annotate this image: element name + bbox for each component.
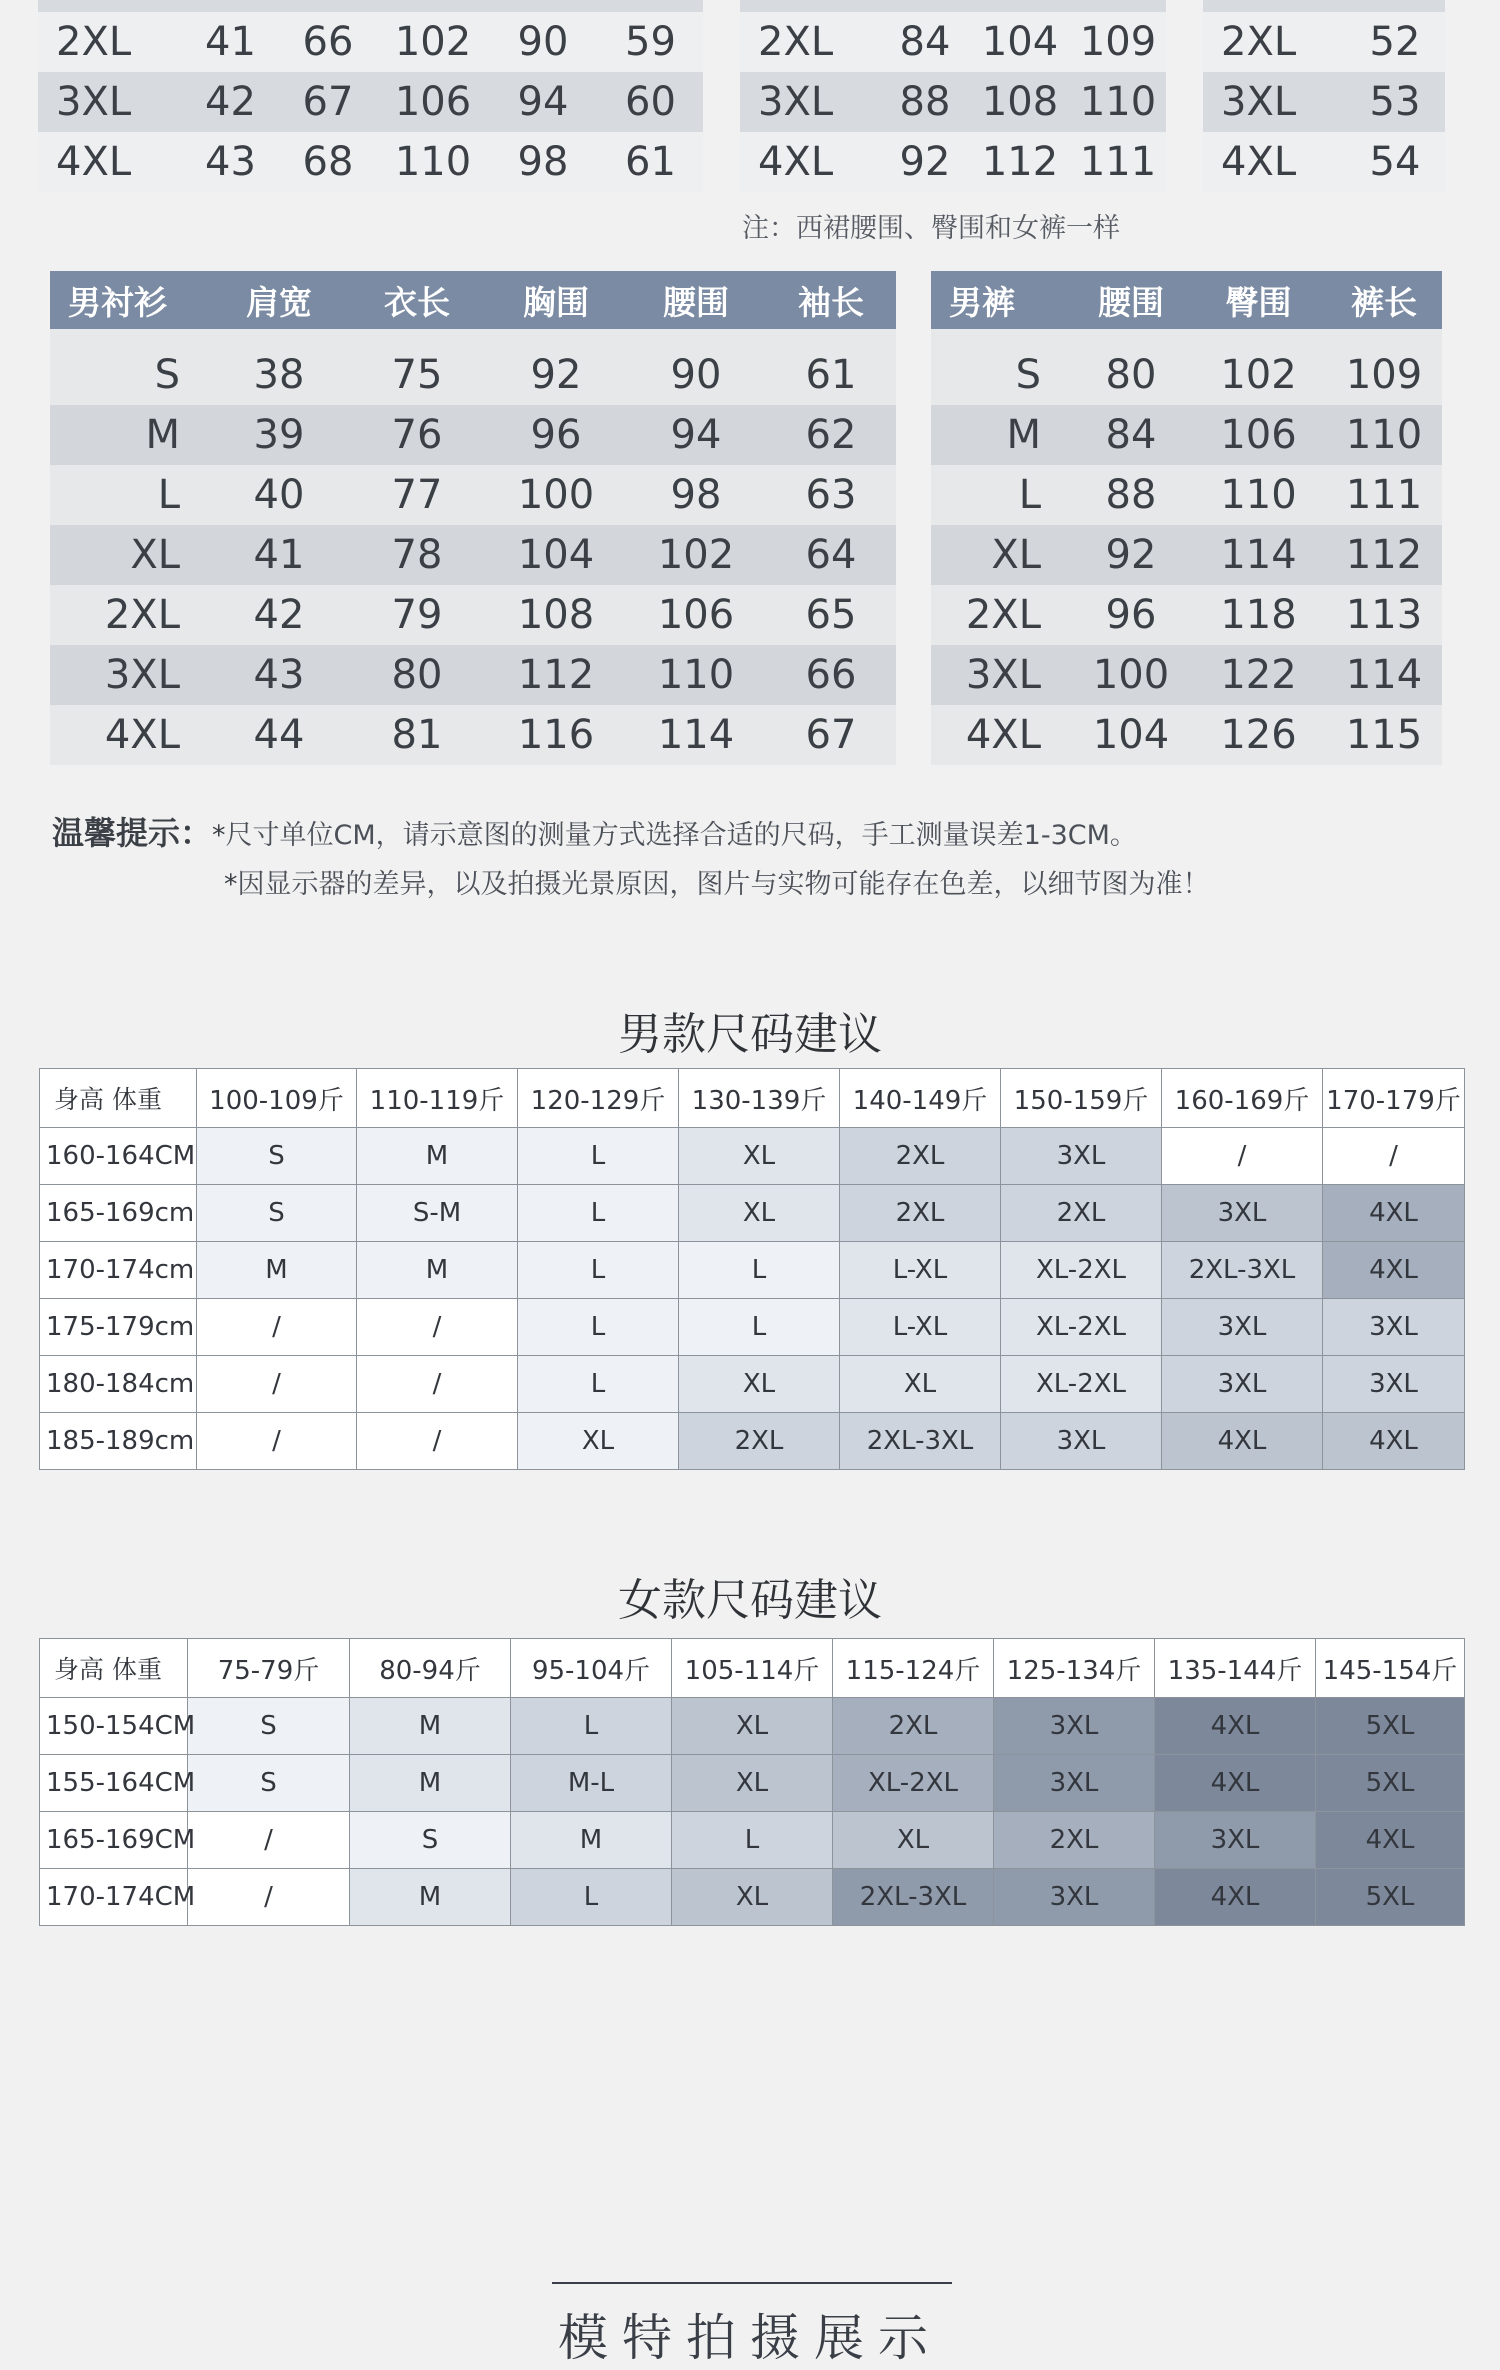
value-cell: 102	[1191, 345, 1326, 405]
value-cell: 111	[1070, 132, 1166, 192]
value-cell: 67	[278, 72, 378, 132]
size-cell: M	[511, 1812, 672, 1869]
value-cell: 61	[766, 345, 896, 405]
size-cell: 2XL	[50, 585, 210, 645]
size-cell: M	[357, 1242, 518, 1299]
table-row	[740, 12, 1166, 72]
table-row	[40, 1128, 1465, 1185]
value-cell: 114	[626, 705, 766, 765]
table-top-strip	[1203, 0, 1445, 12]
size-cell: 3XL	[50, 645, 210, 705]
value-cell: 43	[210, 645, 348, 705]
size-cell: 4XL	[1323, 1242, 1465, 1299]
table-row	[50, 405, 896, 465]
value-cell: 60	[598, 72, 703, 132]
size-cell: 3XL	[994, 1755, 1155, 1812]
size-cell: 2XL-3XL	[1162, 1242, 1323, 1299]
skirt-note: 注：西裙腰围、臀围和女裤一样	[742, 213, 1120, 244]
table-row	[40, 1698, 1465, 1755]
value-cell: 104	[1071, 705, 1191, 765]
value-cell: 42	[210, 585, 348, 645]
size-table-partial-middle	[740, 12, 1166, 192]
column-header: 腰围	[626, 271, 766, 329]
size-cell: 5XL	[1316, 1755, 1465, 1812]
value-cell: 61	[598, 132, 703, 192]
tips-line-1	[52, 808, 1452, 854]
height-cell: 160-164CM	[40, 1128, 197, 1185]
weight-header: 95-104斤	[511, 1639, 672, 1698]
table-row	[50, 705, 896, 765]
height-cell: 150-154CM	[40, 1698, 188, 1755]
size-cell: XL	[679, 1185, 840, 1242]
size-cell: 2XL	[833, 1698, 994, 1755]
size-cell: 3XL	[1155, 1812, 1316, 1869]
value-cell: 94	[626, 405, 766, 465]
size-cell: /	[1323, 1128, 1465, 1185]
weight-header: 125-134斤	[994, 1639, 1155, 1698]
value-cell: 114	[1326, 645, 1442, 705]
section-divider	[552, 2282, 952, 2284]
value-cell: 78	[348, 525, 486, 585]
column-header: 衣长	[348, 271, 486, 329]
height-cell: 185-189cm	[40, 1413, 197, 1470]
size-cell: L	[511, 1869, 672, 1926]
size-cell: L	[518, 1356, 679, 1413]
size-cell: L	[679, 1242, 840, 1299]
size-cell: XL	[672, 1755, 833, 1812]
value-cell: 109	[1070, 12, 1166, 72]
table-row	[50, 645, 896, 705]
size-cell: /	[357, 1299, 518, 1356]
value-cell: 54	[1345, 132, 1445, 192]
size-cell: L	[518, 1185, 679, 1242]
size-cell: 5XL	[1316, 1698, 1465, 1755]
table-row	[40, 1356, 1465, 1413]
value-cell: 100	[1071, 645, 1191, 705]
size-cell: XL	[672, 1869, 833, 1926]
size-cell: XL-2XL	[1001, 1356, 1162, 1413]
value-cell: 42	[183, 72, 278, 132]
column-header: 袖长	[766, 271, 896, 329]
value-cell: 111	[1326, 465, 1442, 525]
tips-title: 温馨提示：	[52, 814, 213, 852]
size-cell: L	[679, 1299, 840, 1356]
size-cell: 4XL	[1203, 132, 1345, 192]
value-cell: 43	[183, 132, 278, 192]
size-cell: 4XL	[740, 132, 880, 192]
value-cell: 98	[488, 132, 598, 192]
size-cell: L-XL	[840, 1299, 1001, 1356]
size-cell: 3XL	[38, 72, 183, 132]
size-cell: 4XL	[1155, 1698, 1316, 1755]
size-table-partial-left	[38, 12, 703, 192]
size-cell: S	[188, 1755, 350, 1812]
size-cell: 4XL	[1323, 1413, 1465, 1470]
size-cell: M-L	[511, 1755, 672, 1812]
value-cell: 110	[626, 645, 766, 705]
size-cell: /	[188, 1812, 350, 1869]
size-cell: M	[350, 1755, 511, 1812]
column-header: 裤长	[1326, 271, 1442, 329]
size-cell: XL	[518, 1413, 679, 1470]
size-cell: /	[197, 1356, 357, 1413]
value-cell: 66	[766, 645, 896, 705]
star-icon: *	[212, 820, 226, 851]
table-row	[40, 1869, 1465, 1926]
size-cell: L	[511, 1698, 672, 1755]
size-cell: 3XL	[931, 645, 1071, 705]
men-pants-size-table	[931, 271, 1442, 765]
column-header: 男衬衫	[50, 271, 210, 329]
size-cell: /	[197, 1413, 357, 1470]
star-icon: *	[224, 869, 238, 900]
men-size-recommendation-title: 男款尺码建议	[618, 1009, 882, 1060]
value-cell: 113	[1326, 585, 1442, 645]
value-cell: 118	[1191, 585, 1326, 645]
size-cell: XL	[679, 1128, 840, 1185]
size-cell: /	[197, 1299, 357, 1356]
size-table-partial-right	[1203, 12, 1445, 192]
table-row	[740, 72, 1166, 132]
women-size-recommendation-title: 女款尺码建议	[618, 1575, 882, 1626]
value-cell: 75	[348, 345, 486, 405]
size-cell: L	[50, 465, 210, 525]
height-cell: 165-169cm	[40, 1185, 197, 1242]
size-cell: 3XL	[994, 1869, 1155, 1926]
size-cell: /	[357, 1356, 518, 1413]
value-cell: 115	[1326, 705, 1442, 765]
men-shirt-size-table	[50, 271, 896, 765]
value-cell: 84	[880, 12, 970, 72]
value-cell: 116	[486, 705, 626, 765]
value-cell: 106	[1191, 405, 1326, 465]
size-cell: 4XL	[931, 705, 1071, 765]
value-cell: 92	[486, 345, 626, 405]
size-cell: /	[1162, 1128, 1323, 1185]
size-cell: 5XL	[1316, 1869, 1465, 1926]
value-cell: 44	[210, 705, 348, 765]
table-spacer	[931, 329, 1442, 345]
weight-header: 130-139斤	[679, 1069, 840, 1128]
size-cell: 2XL	[840, 1128, 1001, 1185]
tips-block	[52, 808, 1452, 901]
table-row	[931, 585, 1442, 645]
tips-line-2	[224, 862, 1452, 901]
value-cell: 79	[348, 585, 486, 645]
size-cell: XL-2XL	[1001, 1242, 1162, 1299]
weight-header: 145-154斤	[1316, 1639, 1465, 1698]
table-header-row	[40, 1069, 1465, 1128]
table-row	[931, 645, 1442, 705]
weight-header: 100-109斤	[197, 1069, 357, 1128]
value-cell: 81	[348, 705, 486, 765]
size-cell: M	[357, 1128, 518, 1185]
table-row	[931, 525, 1442, 585]
size-cell: S	[931, 345, 1071, 405]
table-row	[40, 1185, 1465, 1242]
size-cell: /	[188, 1869, 350, 1926]
table-spacer	[50, 329, 896, 345]
column-header: 肩宽	[210, 271, 348, 329]
value-cell: 106	[378, 72, 488, 132]
table-row	[40, 1299, 1465, 1356]
table-row	[1203, 72, 1445, 132]
size-cell: 2XL	[38, 12, 183, 72]
value-cell: 100	[486, 465, 626, 525]
size-cell: XL-2XL	[1001, 1299, 1162, 1356]
women-size-recommendation-table	[39, 1638, 1465, 1926]
value-cell: 110	[1191, 465, 1326, 525]
column-header: 腰围	[1071, 271, 1191, 329]
height-cell: 165-169CM	[40, 1812, 188, 1869]
value-cell: 76	[348, 405, 486, 465]
size-cell: M	[50, 405, 210, 465]
height-cell: 170-174CM	[40, 1869, 188, 1926]
value-cell: 53	[1345, 72, 1445, 132]
size-cell: XL	[50, 525, 210, 585]
size-cell: 2XL-3XL	[833, 1869, 994, 1926]
column-header: 男裤	[931, 271, 1071, 329]
value-cell: 80	[348, 645, 486, 705]
size-cell: M	[931, 405, 1071, 465]
value-cell: 102	[626, 525, 766, 585]
value-cell: 64	[766, 525, 896, 585]
size-cell: L-XL	[840, 1242, 1001, 1299]
value-cell: 106	[626, 585, 766, 645]
value-cell: 88	[880, 72, 970, 132]
corner-header: 身高 体重	[40, 1639, 188, 1698]
table-header-row	[931, 271, 1442, 329]
value-cell: 109	[1326, 345, 1442, 405]
value-cell: 41	[183, 12, 278, 72]
size-cell: XL-2XL	[833, 1755, 994, 1812]
value-cell: 62	[766, 405, 896, 465]
size-cell: 3XL	[1162, 1356, 1323, 1413]
height-cell: 170-174cm	[40, 1242, 197, 1299]
value-cell: 66	[278, 12, 378, 72]
size-cell: 4XL	[1155, 1755, 1316, 1812]
value-cell: 110	[1326, 405, 1442, 465]
value-cell: 126	[1191, 705, 1326, 765]
size-cell: XL	[833, 1812, 994, 1869]
value-cell: 41	[210, 525, 348, 585]
value-cell: 39	[210, 405, 348, 465]
weight-header: 115-124斤	[833, 1639, 994, 1698]
value-cell: 104	[970, 12, 1070, 72]
size-cell: S	[188, 1698, 350, 1755]
table-row	[40, 1812, 1465, 1869]
value-cell: 90	[626, 345, 766, 405]
size-cell: 4XL	[1155, 1869, 1316, 1926]
size-cell: S-M	[357, 1185, 518, 1242]
table-row	[38, 12, 703, 72]
size-cell: 2XL	[1203, 12, 1345, 72]
value-cell: 92	[880, 132, 970, 192]
size-cell: 3XL	[740, 72, 880, 132]
size-cell: 3XL	[1001, 1128, 1162, 1185]
size-cell: 3XL	[1162, 1299, 1323, 1356]
size-cell: L	[518, 1242, 679, 1299]
size-cell: 4XL	[1316, 1812, 1465, 1869]
value-cell: 96	[1071, 585, 1191, 645]
value-cell: 98	[626, 465, 766, 525]
table-row	[50, 345, 896, 405]
size-cell: 3XL	[1001, 1413, 1162, 1470]
size-cell: L	[931, 465, 1071, 525]
value-cell: 104	[486, 525, 626, 585]
value-cell: 122	[1191, 645, 1326, 705]
size-cell: 4XL	[50, 705, 210, 765]
weight-header: 80-94斤	[350, 1639, 511, 1698]
size-cell: S	[197, 1185, 357, 1242]
value-cell: 112	[1326, 525, 1442, 585]
value-cell: 40	[210, 465, 348, 525]
size-cell: 2XL	[740, 12, 880, 72]
value-cell: 90	[488, 12, 598, 72]
value-cell: 94	[488, 72, 598, 132]
value-cell: 108	[970, 72, 1070, 132]
table-row	[50, 585, 896, 645]
size-cell: /	[357, 1413, 518, 1470]
weight-header: 75-79斤	[188, 1639, 350, 1698]
table-row	[40, 1413, 1465, 1470]
size-cell: S	[50, 345, 210, 405]
weight-header: 135-144斤	[1155, 1639, 1316, 1698]
size-cell: S	[197, 1128, 357, 1185]
value-cell: 68	[278, 132, 378, 192]
table-row	[50, 525, 896, 585]
column-header: 胸围	[486, 271, 626, 329]
weight-header: 140-149斤	[840, 1069, 1001, 1128]
table-row	[740, 132, 1166, 192]
size-cell: XL	[931, 525, 1071, 585]
table-row	[931, 705, 1442, 765]
value-cell: 110	[1070, 72, 1166, 132]
table-row	[1203, 12, 1445, 72]
height-cell: 175-179cm	[40, 1299, 197, 1356]
table-top-strip	[38, 0, 703, 12]
table-row	[931, 465, 1442, 525]
value-cell: 77	[348, 465, 486, 525]
size-cell: 3XL	[1323, 1299, 1465, 1356]
table-row	[38, 72, 703, 132]
tips-text: 因显示器的差异，以及拍摄光景原因，图片与实物可能存在色差，以细节图为准！	[237, 869, 1210, 900]
table-header-row	[50, 271, 896, 329]
weight-header: 170-179斤	[1323, 1069, 1465, 1128]
corner-header: 身高 体重	[40, 1069, 197, 1128]
value-cell: 65	[766, 585, 896, 645]
size-cell: 4XL	[38, 132, 183, 192]
value-cell: 110	[378, 132, 488, 192]
size-cell: 4XL	[1162, 1413, 1323, 1470]
size-cell: 2XL	[931, 585, 1071, 645]
size-cell: L	[518, 1128, 679, 1185]
size-cell: XL	[840, 1356, 1001, 1413]
table-row	[931, 345, 1442, 405]
table-row	[38, 132, 703, 192]
size-cell: M	[350, 1869, 511, 1926]
tips-text: 尺寸单位CM，请示意图的测量方式选择合适的尺码，手工测量误差1-3CM。	[225, 820, 1137, 851]
size-cell: 2XL	[679, 1413, 840, 1470]
weight-header: 110-119斤	[357, 1069, 518, 1128]
table-row	[931, 405, 1442, 465]
height-cell: 155-164CM	[40, 1755, 188, 1812]
value-cell: 108	[486, 585, 626, 645]
size-cell: 3XL	[1162, 1185, 1323, 1242]
value-cell: 67	[766, 705, 896, 765]
size-cell: 2XL-3XL	[840, 1413, 1001, 1470]
size-cell: 3XL	[1323, 1356, 1465, 1413]
value-cell: 63	[766, 465, 896, 525]
value-cell: 52	[1345, 12, 1445, 72]
model-showcase-title: 模特拍摄展示	[558, 2309, 942, 2367]
height-cell: 180-184cm	[40, 1356, 197, 1413]
size-cell: 3XL	[994, 1698, 1155, 1755]
size-cell: 2XL	[994, 1812, 1155, 1869]
value-cell: 102	[378, 12, 488, 72]
value-cell: 112	[486, 645, 626, 705]
weight-header: 160-169斤	[1162, 1069, 1323, 1128]
size-cell: XL	[672, 1698, 833, 1755]
size-cell: L	[518, 1299, 679, 1356]
value-cell: 38	[210, 345, 348, 405]
table-row	[40, 1755, 1465, 1812]
size-cell: 3XL	[1203, 72, 1345, 132]
table-row	[40, 1242, 1465, 1299]
value-cell: 80	[1071, 345, 1191, 405]
size-cell: XL	[679, 1356, 840, 1413]
value-cell: 92	[1071, 525, 1191, 585]
table-row	[50, 465, 896, 525]
table-top-strip	[740, 0, 1166, 12]
value-cell: 96	[486, 405, 626, 465]
column-header: 臀围	[1191, 271, 1326, 329]
value-cell: 112	[970, 132, 1070, 192]
size-cell: L	[672, 1812, 833, 1869]
weight-header: 120-129斤	[518, 1069, 679, 1128]
men-size-recommendation-table	[39, 1068, 1465, 1470]
value-cell: 88	[1071, 465, 1191, 525]
size-cell: 2XL	[840, 1185, 1001, 1242]
table-row	[1203, 132, 1445, 192]
value-cell: 114	[1191, 525, 1326, 585]
weight-header: 105-114斤	[672, 1639, 833, 1698]
table-header-row	[40, 1639, 1465, 1698]
size-cell: 2XL	[1001, 1185, 1162, 1242]
size-cell: S	[350, 1812, 511, 1869]
weight-header: 150-159斤	[1001, 1069, 1162, 1128]
size-cell: 4XL	[1323, 1185, 1465, 1242]
value-cell: 84	[1071, 405, 1191, 465]
value-cell: 59	[598, 12, 703, 72]
size-cell: M	[350, 1698, 511, 1755]
size-cell: M	[197, 1242, 357, 1299]
